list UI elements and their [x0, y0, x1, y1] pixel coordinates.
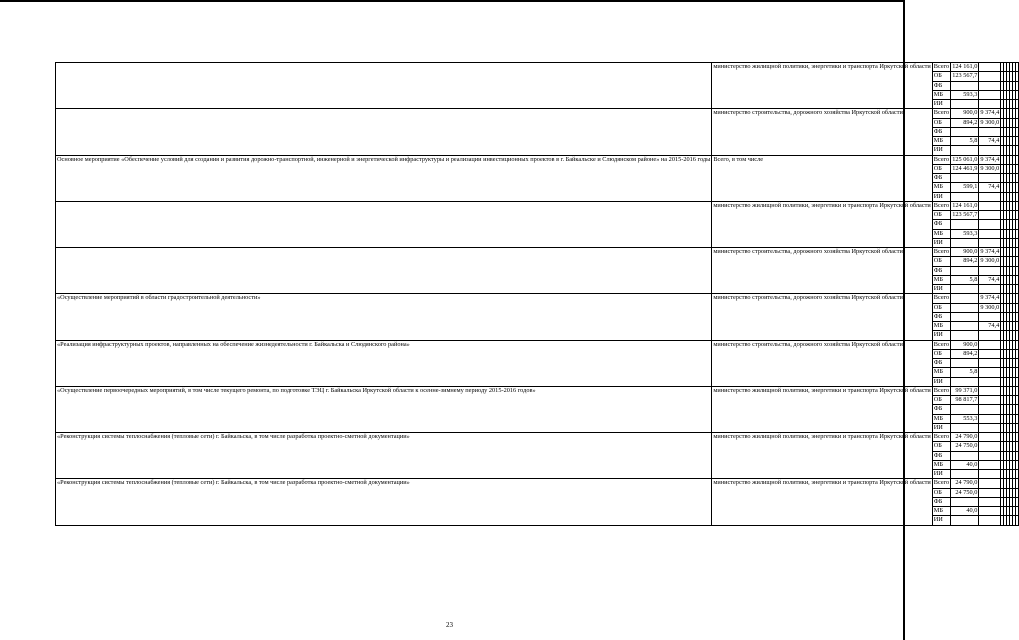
empty-cell — [1016, 174, 1019, 183]
empty-cell — [1016, 433, 1019, 442]
value-2016-cell — [979, 63, 1001, 72]
value-2016-cell: 9 374,4 — [980, 109, 1000, 117]
empty-cell — [1016, 72, 1019, 81]
value-2015-cell: 125 061,0 — [952, 155, 978, 163]
source-cell: ИИ — [932, 238, 950, 247]
source-cell: ФБ — [932, 312, 950, 321]
table-row — [56, 63, 1019, 72]
executor-cell: министерство строительства, дорожного хозяйства Иркутской области — [712, 109, 932, 155]
empty-cell — [1016, 322, 1019, 331]
value-2015-cell — [951, 451, 979, 460]
table-row — [56, 201, 1019, 210]
value-2015-cell: 24 750,0 — [951, 442, 979, 451]
value-2015-cell: 40,0 — [951, 507, 979, 516]
value-2016-cell — [979, 516, 1001, 525]
value-2016-cell: 9 374,4 — [980, 248, 1000, 255]
budget-table — [55, 62, 1019, 526]
empty-cell — [1016, 192, 1019, 201]
empty-cell — [1016, 303, 1019, 312]
executor-cell: министерство жилищной политики, энергетики и транспорта Иркутской области — [712, 63, 932, 109]
empty-cell — [1016, 211, 1019, 220]
value-2015-cell: 124 161,0 — [952, 63, 978, 70]
value-2015-cell — [951, 322, 979, 331]
value-2015-cell — [951, 303, 979, 312]
source-cell: ИИ — [932, 331, 950, 340]
empty-cell — [1016, 257, 1019, 266]
value-2016-cell: 74,4 — [979, 275, 1001, 284]
empty-cell — [1016, 155, 1019, 164]
source-cell: ОБ — [932, 164, 950, 173]
value-2016-cell — [979, 386, 1001, 395]
value-2016-cell: 9 300,0 — [980, 303, 1000, 311]
value-2015-cell — [951, 238, 979, 247]
empty-cell — [1016, 331, 1019, 340]
empty-cell — [1016, 118, 1019, 127]
source-cell: МБ — [932, 183, 950, 192]
value-2015-cell — [951, 127, 979, 136]
value-2016-cell: 9 300,0 — [980, 118, 1000, 126]
empty-cell — [1016, 127, 1019, 136]
value-2016-cell — [979, 229, 1001, 238]
empty-cell — [1016, 201, 1019, 210]
empty-cell — [1016, 460, 1019, 469]
table-row — [56, 479, 1019, 488]
source-cell: Всего — [933, 63, 950, 70]
source-cell: Всего — [933, 201, 950, 209]
empty-cell — [1016, 137, 1019, 146]
value-2015-cell — [951, 516, 979, 525]
source-cell: ФБ — [932, 81, 950, 90]
value-2016-cell: 9 300,0 — [980, 164, 1000, 172]
value-2015-cell: 900,0 — [951, 248, 979, 257]
value-2015-cell — [951, 81, 979, 90]
source-cell: ФБ — [932, 127, 950, 136]
value-2016-cell: 74,4 — [979, 183, 1001, 192]
source-cell: ОБ — [932, 72, 950, 81]
value-2016-cell — [979, 312, 1001, 321]
value-2015-cell: 24 790,0 — [951, 479, 979, 488]
source-cell: Всего — [933, 433, 950, 440]
value-2016-cell — [979, 368, 1001, 377]
value-2016-cell — [979, 331, 1001, 340]
value-2015-cell — [951, 294, 979, 303]
value-2015-cell: 99 371,0 — [951, 386, 979, 395]
value-2016-cell — [979, 100, 1001, 109]
empty-cell — [1016, 405, 1019, 414]
executor-cell: Всего, в том числе — [712, 155, 932, 201]
empty-cell — [1016, 63, 1019, 72]
empty-cell — [1016, 359, 1019, 368]
source-cell: ИИ — [932, 100, 950, 109]
value-2015-cell: 123 567,7 — [952, 211, 978, 218]
value-2015-cell: 593,3 — [951, 90, 979, 99]
empty-cell — [1016, 386, 1019, 395]
source-cell: Всего — [933, 340, 950, 348]
source-cell: ОБ — [932, 488, 950, 497]
empty-cell — [1016, 266, 1019, 275]
value-2015-cell: 553,3 — [951, 414, 979, 423]
value-2016-cell — [979, 377, 1001, 386]
source-cell: Всего — [933, 155, 950, 163]
source-cell: ИИ — [932, 423, 950, 432]
value-2016-cell — [979, 285, 1001, 294]
value-2016-cell — [979, 266, 1001, 275]
source-cell: ИИ — [932, 285, 950, 294]
value-2015-cell — [951, 377, 979, 386]
value-2015-cell: 593,3 — [951, 229, 979, 238]
page-number: 23 — [446, 621, 453, 629]
value-2016-cell — [979, 497, 1001, 506]
value-2016-cell — [979, 192, 1001, 201]
value-2016-cell — [979, 442, 1001, 451]
value-2016-cell — [979, 211, 1001, 220]
empty-cell — [1016, 497, 1019, 506]
empty-cell — [1016, 516, 1019, 525]
source-cell: ОБ — [932, 118, 950, 127]
value-2016-cell — [979, 414, 1001, 423]
value-2015-cell: 124 161,0 — [952, 201, 978, 209]
value-2015-cell: 124 461,9 — [952, 164, 978, 172]
measure-name-cell: «Реконструкция системы теплоснабжения (тепловые сети) г. Байкальска, в том числе разработка проектно-сметной документации» — [56, 433, 712, 479]
executor-cell: министерство жилищной политики, энергетики и транспорта Иркутской области — [712, 433, 932, 479]
source-cell: Всего — [933, 479, 950, 487]
value-2015-cell — [951, 470, 979, 479]
value-2015-cell — [951, 405, 979, 414]
value-2016-cell — [979, 81, 1001, 90]
source-cell: ФБ — [932, 359, 950, 368]
empty-cell — [1016, 109, 1019, 118]
empty-cell — [1016, 442, 1019, 451]
value-2016-cell — [979, 433, 1001, 442]
source-cell: ИИ — [932, 146, 950, 155]
value-2016-cell — [979, 201, 1001, 210]
source-cell: ФБ — [932, 451, 950, 460]
value-2015-cell — [951, 423, 979, 432]
executor-cell: министерство жилищной политики, энергетики и транспорта Иркутской области — [712, 386, 932, 432]
measure-name-cell: «Осуществление мероприятий в области градостроительной деятельности» — [56, 294, 712, 340]
source-cell: ФБ — [932, 220, 950, 229]
source-cell: Всего — [933, 248, 950, 255]
source-cell: ИИ — [932, 470, 950, 479]
value-2015-cell — [951, 497, 979, 506]
value-2015-cell — [951, 285, 979, 294]
value-2016-cell — [979, 451, 1001, 460]
source-cell: ФБ — [932, 405, 950, 414]
value-2015-cell — [951, 174, 979, 183]
source-cell: МБ — [932, 507, 950, 516]
value-2015-cell: 894,2 — [951, 257, 979, 266]
value-2016-cell — [979, 405, 1001, 414]
source-cell: МБ — [932, 322, 950, 331]
empty-cell — [1016, 146, 1019, 155]
empty-cell — [1016, 488, 1019, 497]
table-row — [56, 386, 1019, 395]
empty-cell — [1016, 414, 1019, 423]
value-2015-cell — [951, 331, 979, 340]
value-2015-cell: 40,0 — [951, 460, 979, 469]
value-2016-cell: 9 300,0 — [980, 257, 1000, 265]
value-2015-cell: 599,1 — [951, 183, 979, 192]
measure-name-cell — [56, 109, 712, 155]
measure-name-cell — [56, 63, 712, 109]
table-row — [56, 155, 1019, 164]
measure-name-cell — [56, 201, 712, 247]
value-2015-cell — [951, 266, 979, 275]
measure-name-cell: «Реконструкция системы теплоснабжения (тепловые сети) г. Байкальска, в том числе разработка проектно-сметной документации» — [56, 479, 712, 525]
measure-name-cell — [56, 248, 712, 294]
empty-cell — [1016, 377, 1019, 386]
executor-cell: министерство жилищной политики, энергетики и транспорта Иркутской области — [712, 201, 932, 247]
source-cell: ОБ — [932, 396, 950, 405]
source-cell: ОБ — [932, 303, 950, 312]
empty-cell — [1016, 312, 1019, 321]
empty-cell — [1016, 248, 1019, 257]
table-row — [56, 294, 1019, 303]
source-cell: МБ — [932, 90, 950, 99]
value-2015-cell: 98 817,7 — [951, 396, 979, 405]
empty-cell — [1016, 507, 1019, 516]
value-2016-cell — [979, 146, 1001, 155]
source-cell: ОБ — [932, 349, 950, 358]
source-cell: Всего — [933, 386, 950, 394]
source-cell: ФБ — [932, 266, 950, 275]
source-cell: ОБ — [932, 442, 950, 451]
empty-cell — [1016, 90, 1019, 99]
empty-cell — [1016, 294, 1019, 303]
empty-cell — [1016, 423, 1019, 432]
table-row — [56, 433, 1019, 442]
value-2015-cell: 24 790,0 — [951, 433, 979, 442]
source-cell: МБ — [932, 414, 950, 423]
source-cell: ОБ — [932, 257, 950, 266]
empty-cell — [1016, 285, 1019, 294]
value-2016-cell — [979, 460, 1001, 469]
value-2016-cell — [979, 396, 1001, 405]
value-2016-cell — [979, 72, 1001, 81]
source-cell: ИИ — [932, 192, 950, 201]
empty-cell — [1016, 396, 1019, 405]
source-cell: ИИ — [932, 516, 950, 525]
value-2016-cell — [979, 479, 1001, 488]
empty-cell — [1016, 368, 1019, 377]
value-2016-cell — [979, 238, 1001, 247]
value-2016-cell: 74,4 — [979, 322, 1001, 331]
table-row — [56, 340, 1019, 349]
value-2015-cell: 894,2 — [951, 118, 979, 127]
value-2016-cell — [979, 423, 1001, 432]
source-cell: МБ — [932, 229, 950, 238]
executor-cell: министерство жилищной политики, энергетики и транспорта Иркутской области — [712, 479, 932, 525]
empty-cell — [1016, 183, 1019, 192]
value-2015-cell: 24 750,0 — [951, 488, 979, 497]
executor-cell: министерство строительства, дорожного хозяйства Иркутской области — [712, 294, 932, 340]
source-cell: МБ — [932, 275, 950, 284]
value-2016-cell — [979, 90, 1001, 99]
value-2015-cell — [951, 192, 979, 201]
source-cell: ИИ — [932, 377, 950, 386]
value-2016-cell — [979, 340, 1001, 349]
source-cell: Всего — [933, 294, 950, 302]
value-2016-cell — [979, 174, 1001, 183]
empty-cell — [1016, 164, 1019, 173]
source-cell: ОБ — [932, 211, 950, 220]
executor-cell: министерство строительства, дорожного хозяйства Иркутской области — [712, 340, 932, 386]
empty-cell — [1016, 275, 1019, 284]
measure-name-cell: Основное мероприятие «Обеспечение условий для создания и развития дорожно-транспортной, инженерной и энергетической инфраструктуры и реализации инвестиционных проектов в г. Байкальске и Слюдянском районе» на 2015-2016 годы — [56, 155, 712, 201]
value-2015-cell — [951, 100, 979, 109]
empty-cell — [1016, 470, 1019, 479]
value-2016-cell: 9 374,4 — [980, 294, 1000, 302]
value-2015-cell: 900,0 — [951, 340, 979, 349]
value-2016-cell: 9 374,4 — [980, 155, 1000, 163]
value-2015-cell: 123 567,7 — [952, 72, 978, 80]
executor-cell: министерство строительства, дорожного хозяйства Иркутской области — [712, 248, 932, 294]
table-body — [56, 63, 1019, 526]
table-row — [56, 109, 1019, 118]
value-2015-cell — [951, 312, 979, 321]
value-2015-cell — [951, 220, 979, 229]
empty-cell — [1016, 238, 1019, 247]
value-2015-cell: 900,0 — [951, 109, 979, 118]
value-2015-cell: 5,8 — [951, 368, 979, 377]
measure-name-cell: «Осуществление первоочередных мероприятий, в том числе текущего ремонта, по подготовке ТЭЦ г. Байкальска Иркутской области к осенне-зимнему периоду 2015-2016 годов» — [56, 386, 712, 432]
source-cell: ФБ — [932, 497, 950, 506]
source-cell: МБ — [932, 460, 950, 469]
empty-cell — [1016, 451, 1019, 460]
source-cell: ФБ — [932, 174, 950, 183]
value-2016-cell — [979, 127, 1001, 136]
value-2015-cell — [951, 359, 979, 368]
empty-cell — [1016, 349, 1019, 358]
source-cell: Всего — [933, 109, 950, 117]
table-row — [56, 248, 1019, 257]
source-cell: МБ — [932, 137, 950, 146]
empty-cell — [1016, 479, 1019, 488]
value-2016-cell — [979, 488, 1001, 497]
empty-cell — [1016, 220, 1019, 229]
value-2016-cell — [979, 507, 1001, 516]
value-2015-cell: 5,8 — [951, 275, 979, 284]
value-2015-cell: 5,8 — [951, 137, 979, 146]
source-cell: МБ — [932, 368, 950, 377]
value-2015-cell: 894,2 — [951, 349, 979, 358]
value-2016-cell — [979, 359, 1001, 368]
empty-cell — [1016, 81, 1019, 90]
value-2016-cell: 74,4 — [979, 137, 1001, 146]
value-2015-cell — [951, 146, 979, 155]
empty-cell — [1016, 340, 1019, 349]
empty-cell — [1016, 229, 1019, 238]
measure-name-cell: «Реализация инфраструктурных проектов, направленных на обеспечение жизнедеятельности г. Байкальска и Слюдянского района» — [56, 340, 712, 386]
value-2016-cell — [979, 349, 1001, 358]
value-2016-cell — [979, 470, 1001, 479]
value-2016-cell — [979, 220, 1001, 229]
empty-cell — [1016, 100, 1019, 109]
